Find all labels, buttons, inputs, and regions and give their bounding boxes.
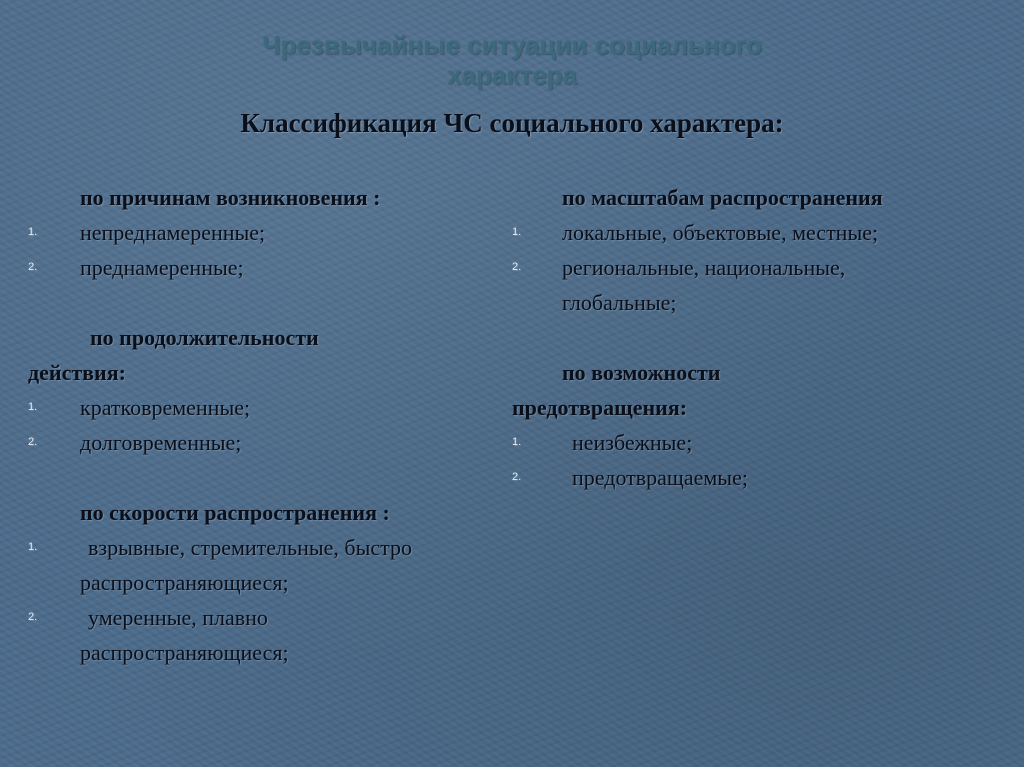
list-number: 2. bbox=[28, 611, 38, 623]
list-item-text-line-1: взрывные, стремительные, быстро bbox=[88, 535, 413, 560]
list-number: 1. bbox=[28, 401, 38, 413]
list-item-text: преднамеренные; bbox=[80, 255, 244, 280]
list-item bbox=[28, 250, 518, 285]
section-by-spread-speed bbox=[28, 495, 518, 670]
list-item bbox=[512, 215, 1012, 250]
list-number: 1. bbox=[28, 541, 38, 553]
slide-title-line-1: Чрезвычайные ситуации социального bbox=[262, 30, 762, 60]
section-heading-line-1: по возможности bbox=[562, 360, 721, 385]
list-item bbox=[512, 425, 1012, 460]
list-item bbox=[28, 390, 518, 425]
list-item-text-line-2: глобальные; bbox=[562, 290, 677, 315]
list-item-text-line-1: умеренные, плавно bbox=[88, 605, 268, 630]
list-number: 1. bbox=[28, 226, 38, 238]
section-heading: по масштабам распространения bbox=[562, 185, 883, 210]
right-column bbox=[512, 180, 1012, 495]
list-number: 1. bbox=[512, 226, 522, 238]
section-by-preventability bbox=[512, 355, 1012, 495]
list-item bbox=[28, 530, 518, 600]
list-item bbox=[28, 425, 518, 460]
list-number: 2. bbox=[512, 261, 522, 273]
list-number: 2. bbox=[28, 436, 38, 448]
section-by-causes bbox=[28, 180, 518, 285]
list-number: 2. bbox=[28, 261, 38, 273]
list-item bbox=[28, 215, 518, 250]
list-number: 2. bbox=[512, 471, 522, 483]
section-heading-line-2: действия: bbox=[28, 360, 126, 385]
slide-subtitle: Классификация ЧС социального характера: bbox=[240, 108, 784, 138]
list-item-text-line-1: региональные, национальные, bbox=[562, 255, 846, 280]
section-heading: по скорости распространения : bbox=[80, 500, 390, 525]
list-item-text: долговременные; bbox=[80, 430, 242, 455]
list-item-text: неизбежные; bbox=[572, 430, 693, 455]
section-heading-line-2: предотвращения: bbox=[512, 395, 688, 420]
list-number: 1. bbox=[512, 436, 522, 448]
list-item bbox=[512, 250, 1012, 320]
list-item bbox=[512, 460, 1012, 495]
list-item bbox=[28, 600, 518, 670]
list-item-text: предотвращаемые; bbox=[572, 465, 748, 490]
section-heading-line-1: по продолжительности bbox=[90, 325, 319, 350]
section-heading: по причинам возникновения : bbox=[80, 185, 381, 210]
list-item-text: непреднамеренные; bbox=[80, 220, 266, 245]
list-item-text-line-2: распространяющиеся; bbox=[80, 570, 289, 595]
list-item-text-line-2: распространяющиеся; bbox=[80, 640, 289, 665]
list-item-text: локальные, объектовые, местные; bbox=[562, 220, 879, 245]
left-column bbox=[28, 180, 518, 670]
section-by-duration bbox=[28, 320, 518, 460]
section-by-scale bbox=[512, 180, 1012, 320]
slide-title bbox=[0, 30, 1024, 90]
slide-title-line-2: характера bbox=[447, 60, 577, 90]
list-item-text: кратковременные; bbox=[80, 395, 251, 420]
